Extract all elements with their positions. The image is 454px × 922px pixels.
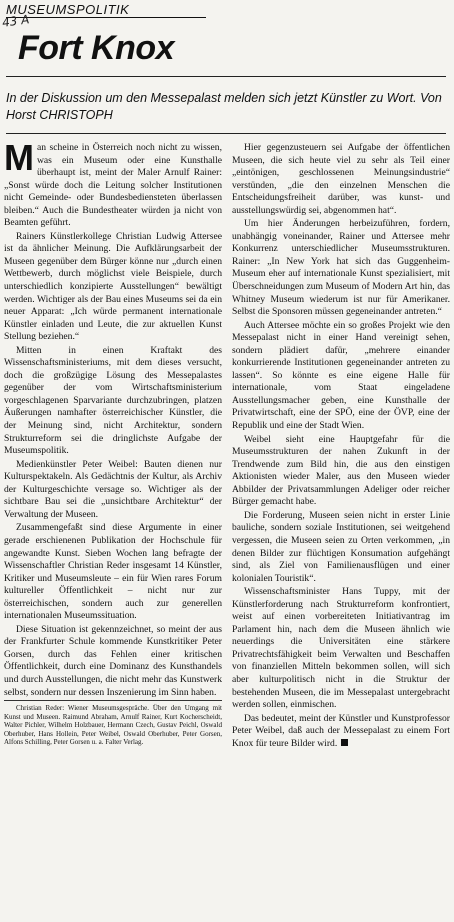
paragraph: Wissenschaftsminister Hans Tuppy, mit der Künstlerforderung nach Strukturreform konfrontiert, weist auf einen vorbereiteten Initiativantrag im Parlament hin, nach dem die Museen ähnlich wie neuerdings die Universitäten eine stärkere Privatrechtsfähigkeit beim Verwalten und Beschaffen von finanziellen Mitteln bekommen sollen, will sich aber kulturpolitisch nicht in die Struktur der bestehenden Museen, die im Messepalast untergebracht werden sollen, einmischen. bbox=[232, 586, 450, 711]
section-label: MUSEUMSPOLITIK bbox=[6, 2, 206, 18]
footnote: Christian Reder: Wiener Museumsgespräche. Über den Umgang mit Kunst und Museen. Raimund Abraham, Arnulf Rainer, Kurt Kocherscheidt, Walter Pichler, Wilhelm Holzbauer, Hermann Czech, Gustav Peichl, Oswald Oberhuber, Hans Hollein, Peter Weibel, Oswald Oberhuber, Peter Gorsen, Alfons Schilling, Peter Gorsen u. a. Falter Verlag. bbox=[4, 700, 222, 747]
right-column bbox=[232, 142, 450, 918]
paragraph: Zusammengefaßt sind diese Argumente in einer gerade erschienenen Publikation der Hochschule für angewandte Kunst. Sieben Wochen lang befragte der Wissenschaftler Christian Reder insgesamt 14 Künstler, Kritiker und Museumsleute – ein für Wien rares Forum kultureller Öffentlichkeit – nicht nur zur österreichischen, sondern auch zur generellen internationalen Museumssituation. bbox=[4, 522, 222, 622]
paragraph: Rainers Künstlerkollege Christian Ludwig Attersee ist da ähnlicher Meinung. Die Aufklärungsarbeit der Museen gegenüber dem Bürger könne nur „durch einen Wettbewerb, durch möglichst viele Beispiele, durch unterschiedlich konzipierte Ausstellungen“ bewältigt werden. Wichtiger als der Bau eines Museums sei da ein neuer Apparat: „Ich würde permanent internationale Künstler einladen und Leute, die zur aktuellen Kunst Stellung beziehen.“ bbox=[4, 230, 222, 343]
paragraph: Weibel sieht eine Hauptgefahr für die Museumsstrukturen der nahen Zukunft in der Trendwende zum Bild hin, die aus den einstigen Aktionisten wieder Maler, aus den Museen wieder Abbilder der Privatsammlungen Adeliger oder reicher Bürger gemacht habe. bbox=[232, 433, 450, 508]
paragraph: Mitten in einen Kraftakt des Wissenschaftsministeriums, mit dem dieses versucht, doch die großzügige Lösung des Messepalastes gegenüber der vom Wirtschaftsministerium vorgeschlagenen Sparvariante durchzubringen, platzen Äußerungen namhafter österreichischer Künstler, die der Meinung sind, nicht Architektur, sondern Strukturreform sei die dringlichste Aufgabe der Museumspolitik. bbox=[4, 344, 222, 457]
handwritten-note: 43 A bbox=[1, 12, 31, 30]
divider-top bbox=[6, 76, 446, 77]
paragraph: Hier gegenzusteuern sei Aufgabe der öffentlichen Museen, die sich heute viel zu sehr als Teil einer „eintönigen, geschlossenen Meinungsindustrie“ verstünden, „die den einzelnen Menschen die Entscheidungsfreiheit darüber, was kunst- und ausstellungswürdig sei, abgenommen hat“. bbox=[232, 142, 450, 216]
left-column bbox=[4, 142, 222, 918]
paragraph: Auch Attersee möchte ein so großes Projekt wie den Messepalast nicht in einer Hand vereinigt sehen, sondern plädiert dafür, „mehrere einander konkurrierende Institutionen gegeneinander antreten zu lassen“. So könnte es eine eigene Halle für internationale, vom Staat eingeladene Ausstellungsmacher geben, eine Kunsthalle der Privatwirtschaft, eine der SPÖ, eine der ÖVP, eine der Republik und eine der Stadt Wien. bbox=[232, 319, 450, 432]
paragraph: Um hier Änderungen herbeizuführen, fordern, unabhängig voneinander, Rainer und Attersee mehr Konkurrenz unterschiedlicher Museumsstrukturen. Rainer: „In New York hat sich das Guggenheim-Museum eher auf internationale Kunst spezialisiert, mit Überschneidungen zum Museum of Modern Art hin, das Whitney Museum wiederum ist nur für Amerikaner. Selbst die Sponsoren müssen gegeneinander antreten.“ bbox=[232, 218, 450, 318]
paragraph: Man scheine in Österreich noch nicht zu wissen, was ein Museum oder eine Kunsthalle überhaupt ist, meint der Maler Arnulf Rainer: „Sonst würde doch die Leitung solcher Institutionen nicht Gemeinde- oder Bundesbediensteten überlassen bleiben.“ Auch die Bundestheater würden ja nicht von Beamten geführt. bbox=[4, 142, 222, 229]
paragraph: Medienkünstler Peter Weibel: Bauten dienen nur Kulturspektakeln. Als Gedächtnis der Kultur, als Archiv der Kulturgeschichte versage so. Wichtiger als der sichtbare Bau sei die „unsichtbare Architektur“ der Verwaltung der Museen. bbox=[4, 458, 222, 520]
paragraph: Das bedeutet, meint der Künstler und Kunstprofessor Peter Weibel, daß auch der Messepalast zu einem Fort Knox für teure Bilder wird. bbox=[232, 712, 450, 749]
drop-cap: M bbox=[4, 142, 34, 178]
article-headline: Fort Knox bbox=[18, 29, 175, 67]
end-mark-icon bbox=[341, 739, 348, 746]
paragraph: Die Forderung, Museen seien nicht in erster Linie bauliche, sondern soziale Institutionen, sei weitgehend vergessen, die Museen seien zu Orten verkommen, „in denen Bilder zur flüchtigen Konsumation aufgehängt sind, als Ziel von Familienausflügen und einer kolonialen Touristik“. bbox=[232, 509, 450, 584]
divider-bottom bbox=[6, 133, 446, 134]
paragraph: Diese Situation ist gekennzeichnet, so meint der aus der Frankfurter Schule kommende Kunstkritiker Peter Gorsen, durch das Fehlen einer kritischen Öffentlichkeit, durch eine Dominanz des Kunsthandels und durch Ausstellungen, die nicht mehr das Kunstwerk selbst, sondern nur dessen Inszenierung im Sinn haben. bbox=[4, 623, 222, 698]
article-deck: In der Diskussion um den Messepalast melden sich jetzt Künstler zu Wort. Von Horst CHRISTOPH bbox=[6, 91, 442, 122]
